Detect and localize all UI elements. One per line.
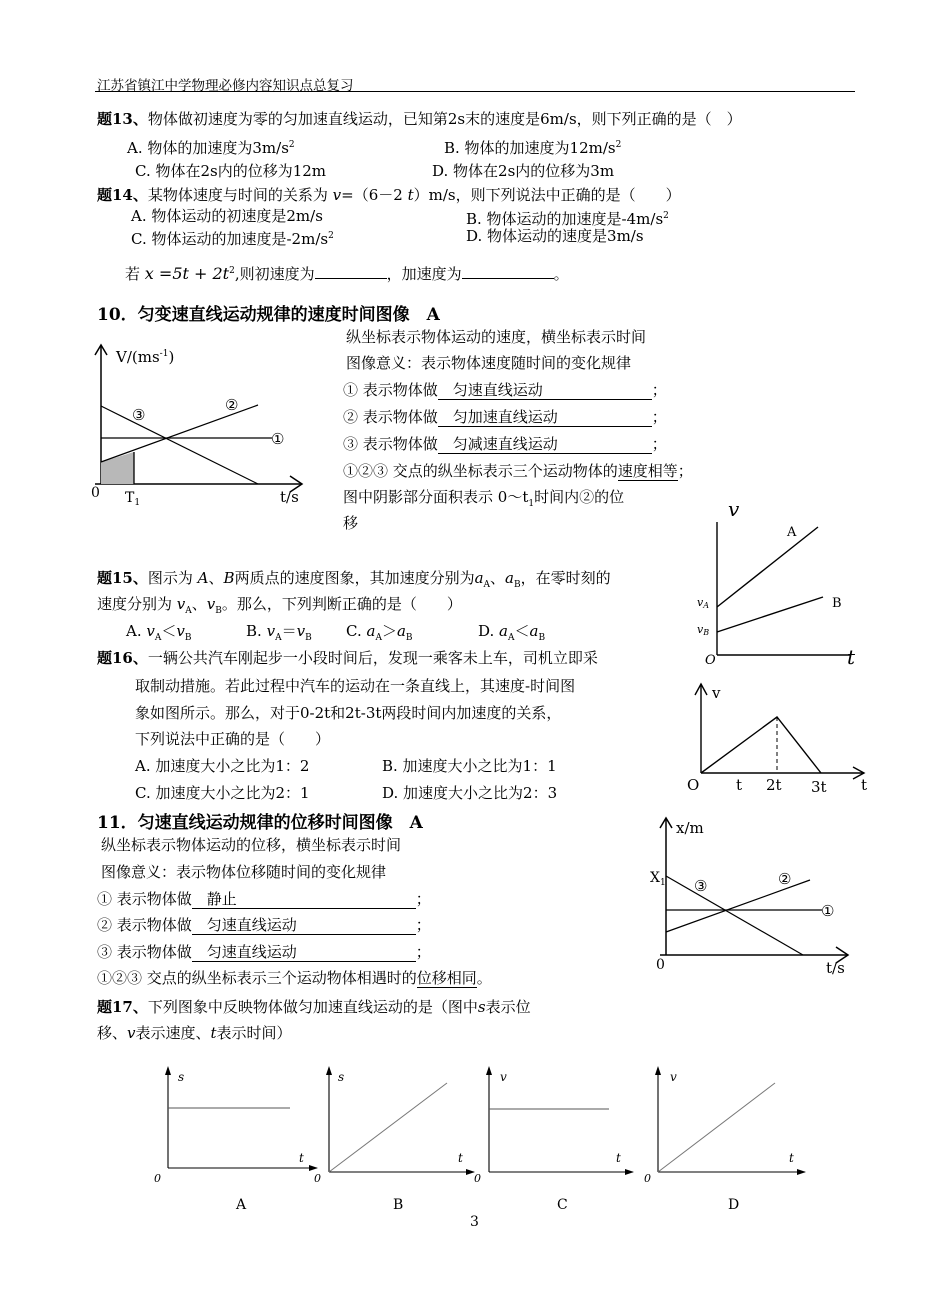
q15-graph-o: O (705, 653, 716, 668)
q17-l1-a: 下列图象中反映物体做匀加速直线运动的是（图中 (147, 998, 478, 1016)
q17-graph-d (644, 1066, 806, 1213)
q16-graph-t: t (861, 776, 868, 794)
q14-stem-t: t (407, 186, 414, 204)
q15-l1-b: 两质点的速度图象，其加速度分别为 (234, 569, 475, 587)
q17a-y-label: s (178, 1070, 185, 1084)
sec10-l4-fill: 速度相等 (617, 462, 678, 480)
vt-t1-label: $T_1$ (125, 490, 141, 508)
q17d-line (658, 1083, 775, 1172)
q16-line-2: 取制动措施。若此过程中汽车的运动在一条直线上，其速度-时间图 (135, 677, 576, 695)
q17d-x-label: t (789, 1151, 794, 1165)
q14-c-text: C. 物体运动的加速度是-2m/s (131, 230, 329, 248)
q16-l1: 一辆公共汽车刚起步一小段时间后，发现一乘客未上车，司机立即采 (147, 649, 598, 667)
q17d-x-arrow (797, 1169, 806, 1175)
q17-l1-b: 表示位 (485, 998, 531, 1016)
formula-pre: 若 (125, 265, 141, 283)
q17a-label: A (236, 1197, 247, 1213)
q16-line-4: 下列说法中正确的是（ ） (135, 730, 331, 748)
q17c-origin: 0 (474, 1172, 481, 1185)
q17-t: t (210, 1024, 217, 1042)
question-13-number: 题13、 (97, 110, 148, 128)
sec10-line-6: 移 (343, 514, 359, 532)
q15-od-a2: a (529, 622, 539, 640)
sec10-l5-text: 图中阴影部分面积表示 0～t (343, 488, 529, 506)
q17d-origin: 0 (644, 1172, 651, 1185)
q15-aB-sub: B (514, 580, 521, 590)
q17-l2-c: 表示时间） (216, 1024, 292, 1042)
question-16-number: 题16、 (97, 649, 148, 667)
q17d-label: D (728, 1197, 740, 1213)
q15-od-a1-sub: A (508, 633, 515, 643)
q15-graph-va: vA (697, 596, 709, 610)
q17c-x-label: t (616, 1151, 621, 1165)
q13-stem-text: 物体做初速度为零的匀加速直线运动，已知第2s末的速度是6m/s，则下列正确的是（ ） (147, 110, 742, 128)
q15-l1-c: ，在零时刻的 (520, 569, 611, 587)
q15-aA: a (474, 569, 484, 587)
sec11-l3-pre: ③ 表示物体做 (97, 943, 192, 961)
q14-stem-b: =（6－2 (341, 186, 403, 204)
q17d-y-arrow (655, 1066, 661, 1075)
section-11-title: 11．匀速直线运动规律的位移时间图像 A (97, 813, 423, 833)
q16-option-a: A. 加速度大小之比为1：2 (135, 757, 310, 775)
q17-l2-b: 表示速度、 (135, 1024, 211, 1042)
sec11-l4-fill: 位移相同 (416, 969, 477, 987)
sec10-l3-fill-text: 匀减速直线运动 (452, 435, 558, 453)
q17b-line (329, 1083, 447, 1172)
sec11-l2-fill-text: 匀速直线运动 (206, 916, 297, 934)
page-number: 3 (470, 1214, 479, 1230)
q15-oc-a1-sub: A (375, 633, 382, 643)
sec10-l5-end: 时间内②的位 (534, 488, 625, 506)
q17c-label: C (557, 1197, 568, 1213)
section-10-title: 10．匀变速直线运动规律的速度时间图像 A (97, 305, 440, 325)
sec10-l2-pre: ② 表示物体做 (343, 408, 438, 426)
question-15-number: 题15、 (97, 569, 148, 587)
q15-ob-v2-sub: B (305, 633, 312, 643)
q13-b-sup: 2 (615, 140, 622, 150)
vt-mark-1: ① (271, 430, 285, 448)
q13-b-text: B. 物体的加速度为12m/s (444, 139, 616, 157)
sec11-l4-end: 。 (476, 969, 492, 987)
sec10-l4-end: ； (677, 462, 693, 480)
xt-mark-2: ② (778, 870, 792, 888)
vt-mark-2: ② (225, 396, 239, 414)
sec11-desc-2: 图像意义：表示物体位移随时间的变化规律 (101, 863, 387, 881)
q15-aA-sub: A (483, 580, 491, 590)
vt-mark-3: ③ (132, 406, 146, 424)
xt-x-label: t/s (826, 959, 845, 977)
q15-graph-v: v (728, 497, 740, 521)
xt-y-label: x/m (676, 819, 704, 837)
q17a-y-arrow (165, 1066, 171, 1075)
q15-sep-2: 、 (490, 569, 506, 587)
q15-oa-v1-sub: A (154, 633, 162, 643)
q15-sep-3: 、 (191, 595, 207, 613)
q14-stem-c: ）m/s，则下列说法中正确的是（ ） (413, 186, 681, 204)
q17a-x-arrow (309, 1165, 318, 1171)
q15-od-a2-sub: B (538, 633, 546, 643)
q15-oc-op: ＞ (381, 622, 397, 640)
q17a-origin: 0 (154, 1172, 161, 1185)
q16-option-c: C. 加速度大小之比为2：1 (135, 784, 310, 802)
q16-graph-t1: t (736, 776, 743, 794)
q16-graph-o: O (687, 776, 700, 794)
q17c-y-arrow (486, 1066, 492, 1075)
q15-oa-v2: v (176, 622, 185, 640)
sec11-l3-fill-text: 匀速直线运动 (206, 943, 297, 961)
q17b-y-arrow (326, 1066, 332, 1075)
vt-y-label: $V/(ms^{-1})$ (116, 348, 175, 366)
sec10-l1-fill-text: 匀速直线运动 (452, 381, 543, 399)
q14-stem-v: v (332, 186, 342, 204)
q16-option-b: B. 加速度大小之比为1：1 (382, 757, 557, 775)
sec11-l3-end: ； (415, 943, 431, 961)
sec10-l2-fill-text: 匀加速直线运动 (452, 408, 558, 426)
sec10-l3-end: ； (651, 435, 667, 453)
q15-aB: a (505, 569, 514, 587)
q15-vB-sub: B (215, 606, 222, 616)
sec10-l2-end: ； (651, 408, 667, 426)
sec11-l1-end: ； (415, 890, 431, 908)
q15-ob-v1: v (266, 622, 276, 640)
q15-graph-t: t (847, 645, 856, 669)
sec11-l1-pre: ① 表示物体做 (97, 890, 192, 908)
q17-l2-a: 移、 (97, 1024, 128, 1042)
q15-oc-a2: a (396, 622, 406, 640)
q14-option-d: D. 物体运动的速度是3m/s (466, 227, 644, 245)
sec11-l2-end: ； (415, 916, 431, 934)
sec11-l1-fill-text: 静止 (206, 890, 237, 908)
sec10-l1-end: ； (651, 381, 667, 399)
sec10-desc-1: 纵坐标表示物体运动的速度，横坐标表示时间 (346, 328, 647, 346)
question-14-number: 题14、 (97, 186, 148, 204)
page-header: 江苏省镇江中学物理必修内容知识点总复习 (97, 78, 354, 94)
q17c-x-arrow (625, 1169, 634, 1175)
formula-end: 。 (553, 265, 569, 283)
q15-oa-v2-sub: B (184, 633, 192, 643)
q15-graph-vb: vB (697, 623, 710, 637)
q15-ob-v1-sub: A (275, 633, 282, 643)
q15-graph-b: B (832, 596, 842, 611)
xt-x1-label: $X_1$ (650, 870, 666, 888)
xt-mark-3: ③ (694, 877, 708, 895)
q15-vA-sub: A (185, 606, 192, 616)
q15-l1-a: 图示为 (147, 569, 193, 587)
formula-mid: ,则初速度为 (234, 265, 315, 283)
q17-graph-b (314, 1066, 475, 1213)
q16-line-3: 象如图所示。那么，对于0-2t和2t-3t两段时间内加速度的关系， (135, 704, 562, 722)
q17a-x-label: t (299, 1151, 304, 1165)
q13-a-text: A. 物体的加速度为3m/s (127, 139, 289, 157)
q16-graph-v: v (712, 684, 721, 702)
q14-c-sup: 2 (328, 231, 334, 241)
q14-b-sup: 2 (663, 211, 669, 221)
q15-opt-a-label: A. (126, 622, 142, 640)
q15-opt-c-label: C. (346, 622, 362, 640)
sec11-l4-pre: ①②③ 交点的纵坐标表示三个运动物体相遇时的 (97, 969, 417, 987)
q15-ob-v2: v (296, 622, 306, 640)
q16-option-d: D. 加速度大小之比为2：3 (382, 784, 558, 802)
q17-s: s (477, 998, 486, 1016)
sec10-desc-2: 图像意义：表示物体速度随时间的变化规律 (346, 354, 632, 372)
q17-graph-a (154, 1066, 318, 1213)
q15-l2-a: 速度分别为 (97, 595, 173, 613)
q16-graph-t2: 2t (766, 776, 782, 794)
q15-vB: v (206, 595, 216, 613)
formula-sup: 2 (229, 266, 235, 276)
q15-A: A (197, 569, 209, 587)
q14-stem-a: 某物体速度与时间的关系为 (147, 186, 328, 204)
q15-opt-d-label: D. (478, 622, 495, 640)
q17b-origin: 0 (314, 1172, 321, 1185)
sec10-l1-pre: ① 表示物体做 (343, 381, 438, 399)
q17-v: v (127, 1024, 136, 1042)
q13-option-c: C. 物体在2s内的位移为12m (135, 162, 327, 180)
q13-option-d: D. 物体在2s内的位移为3m (432, 162, 615, 180)
q15-od-a1: a (499, 622, 508, 640)
q15-vA: v (176, 595, 186, 613)
q15-B: B (223, 569, 235, 587)
question-17-number: 题17、 (97, 998, 148, 1016)
q15-oc-a1: a (366, 622, 376, 640)
q15-sep: 、 (208, 569, 224, 587)
q17b-x-label: t (458, 1151, 463, 1165)
q15-l2-b: 。那么，下列判断正确的是（ ） (221, 595, 462, 613)
sec11-desc-1: 纵坐标表示物体运动的位移，横坐标表示时间 (101, 836, 402, 854)
q15-opt-b-label: B. (246, 622, 262, 640)
vt-origin: 0 (91, 485, 100, 501)
sec10-l4-pre: ①②③ 交点的纵坐标表示三个运动物体的 (343, 462, 618, 480)
q15-oa-v1: v (146, 622, 155, 640)
q16-graph-t3: 3t (811, 778, 827, 796)
q14-b-text: B. 物体运动的加速度是-4m/s (466, 210, 664, 228)
sec10-l3-pre: ③ 表示物体做 (343, 435, 438, 453)
q15-ob-op: ＝ (281, 622, 297, 640)
q17d-y-label: v (670, 1070, 677, 1084)
q13-a-sup: 2 (288, 140, 295, 150)
vt-x-label: t/s (280, 488, 299, 506)
sec11-l2-pre: ② 表示物体做 (97, 916, 192, 934)
q17b-label: B (393, 1197, 404, 1213)
q17-graph-c (474, 1066, 634, 1213)
formula-mid2: ，加速度为 (386, 265, 462, 283)
sec10-l5-sub: 1 (528, 499, 535, 509)
q17b-y-label: s (338, 1070, 345, 1084)
xt-mark-1: ① (821, 902, 835, 920)
q15-graph-a: A (787, 525, 797, 540)
xt-origin: 0 (656, 957, 665, 973)
formula-expression: x =5t + 2t (144, 264, 230, 283)
q14-option-a: A. 物体运动的初速度是2m/s (131, 207, 323, 225)
q17c-y-label: v (500, 1070, 507, 1084)
q15-oa-op: ＜ (161, 622, 177, 640)
q15-od-op: ＜ (514, 622, 530, 640)
q15-oc-a2-sub: B (405, 633, 413, 643)
